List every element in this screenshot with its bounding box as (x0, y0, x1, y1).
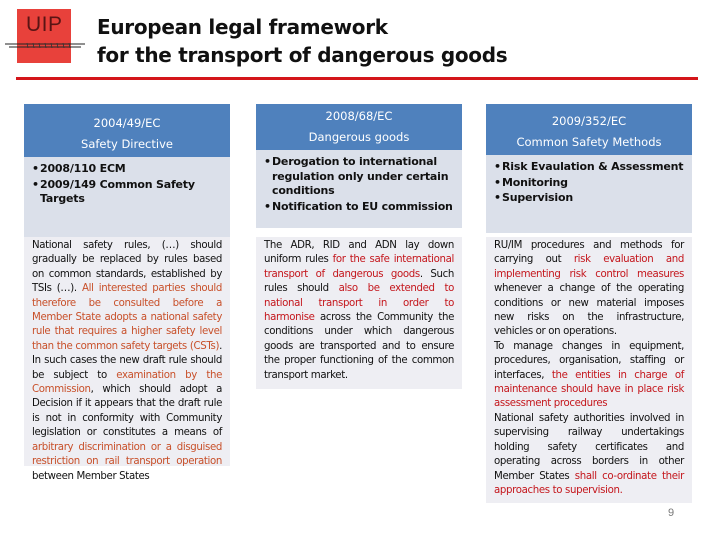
directive-number: 2008/68/EC (325, 109, 393, 123)
body-text: , which should adopt a Decision if it appears that the draft rule is not in conformity with Community legislation or constitutes a means of (32, 384, 222, 439)
highlighted-text: the entities in charge of maintenance should have in place risk assessment procedures (494, 369, 684, 410)
text-box-safety-directive (24, 237, 230, 482)
highlighted-text: risk evaluation and implementing risk control measures (494, 254, 684, 280)
page-number: 9 (668, 507, 675, 519)
directive-number: 2004/49/EC (93, 116, 161, 130)
logo-text: UIP (26, 13, 63, 36)
bullet-item: • Derogation to international regulation only under certain conditions (264, 155, 456, 199)
body-text: whenever a change of the operating conditions or new material imposes new risks on the infrastructure, vehicles or on operations. (494, 283, 684, 338)
column-header (486, 104, 692, 155)
highlighted-text: All interested parties should therefore be consulted before a Member State adopts a national safety rule that requires a higher safety level than the common safety targets (CSTs) (32, 283, 223, 352)
page-title (97, 13, 507, 69)
title-line-1: European legal framework (97, 15, 388, 39)
directive-title: Common Safety Methods (516, 135, 662, 149)
directive-title: Dangerous goods (308, 130, 410, 144)
column-common-safety-methods (486, 104, 692, 233)
directive-title: Safety Directive (81, 137, 173, 151)
bullet-box (256, 150, 462, 228)
column-safety-directive (24, 104, 230, 237)
bullet-item: • Monitoring (494, 176, 686, 191)
body-text: . In such cases the new draft rule should be subject to (32, 340, 222, 381)
column-header (256, 104, 462, 150)
body-text: National safety authorities involved in supervising railway undertakings holding safety certificates and operating across borders in other Member States (494, 412, 684, 482)
text-box-dangerous-goods (256, 237, 462, 389)
highlighted-text: arbitrary discrimination or a disguised restriction on rail transport operation (32, 441, 222, 468)
body-text: To manage changes in equipment, procedures, organisation, staffing or interfaces, (494, 340, 684, 381)
body-text: National safety rules, (…) should gradually be replaced by rules based on common standards, established by TSIs (…). (32, 240, 222, 295)
body-text: across the Community the conditions under which dangerous goods are transported and to ensure the proper functioning of the common transport market. (264, 312, 454, 381)
text-box-common-safety-methods (486, 237, 692, 503)
bullet-box (486, 155, 692, 233)
body-text: between Member States (32, 470, 150, 482)
body-text: RU/IM procedures and methods for carrying out (494, 240, 684, 266)
directive-number: 2009/352/EC (551, 114, 627, 128)
highlighted-text: shall co-ordinate their approaches to supervision. (494, 470, 684, 496)
title-divider (16, 77, 698, 80)
bullet-item: • Risk Evaulation & Assessment (494, 160, 686, 175)
highlighted-text: also be extended to national transport in order to harmonise (264, 283, 454, 324)
bullet-item: • Notification to EU commission (264, 200, 456, 215)
bullet-box (24, 157, 230, 237)
highlighted-text: examination by the Commission (32, 369, 222, 396)
highlighted-text: for the safe international transport of dangerous goods (264, 254, 455, 280)
title-line-2: for the transport of dangerous goods (97, 43, 508, 67)
column-dangerous-goods (256, 104, 462, 228)
bullet-item: • 2008/110 ECM (32, 162, 224, 177)
column-header (24, 104, 230, 157)
bullet-item: • 2009/149 Common Safety Targets (32, 178, 224, 207)
body-text: . Such rules should (264, 268, 454, 295)
rail-track-icon (5, 42, 85, 48)
bullet-item: • Supervision (494, 191, 686, 206)
body-text: The ADR, RID and ADN lay down uniform rules (264, 240, 454, 266)
